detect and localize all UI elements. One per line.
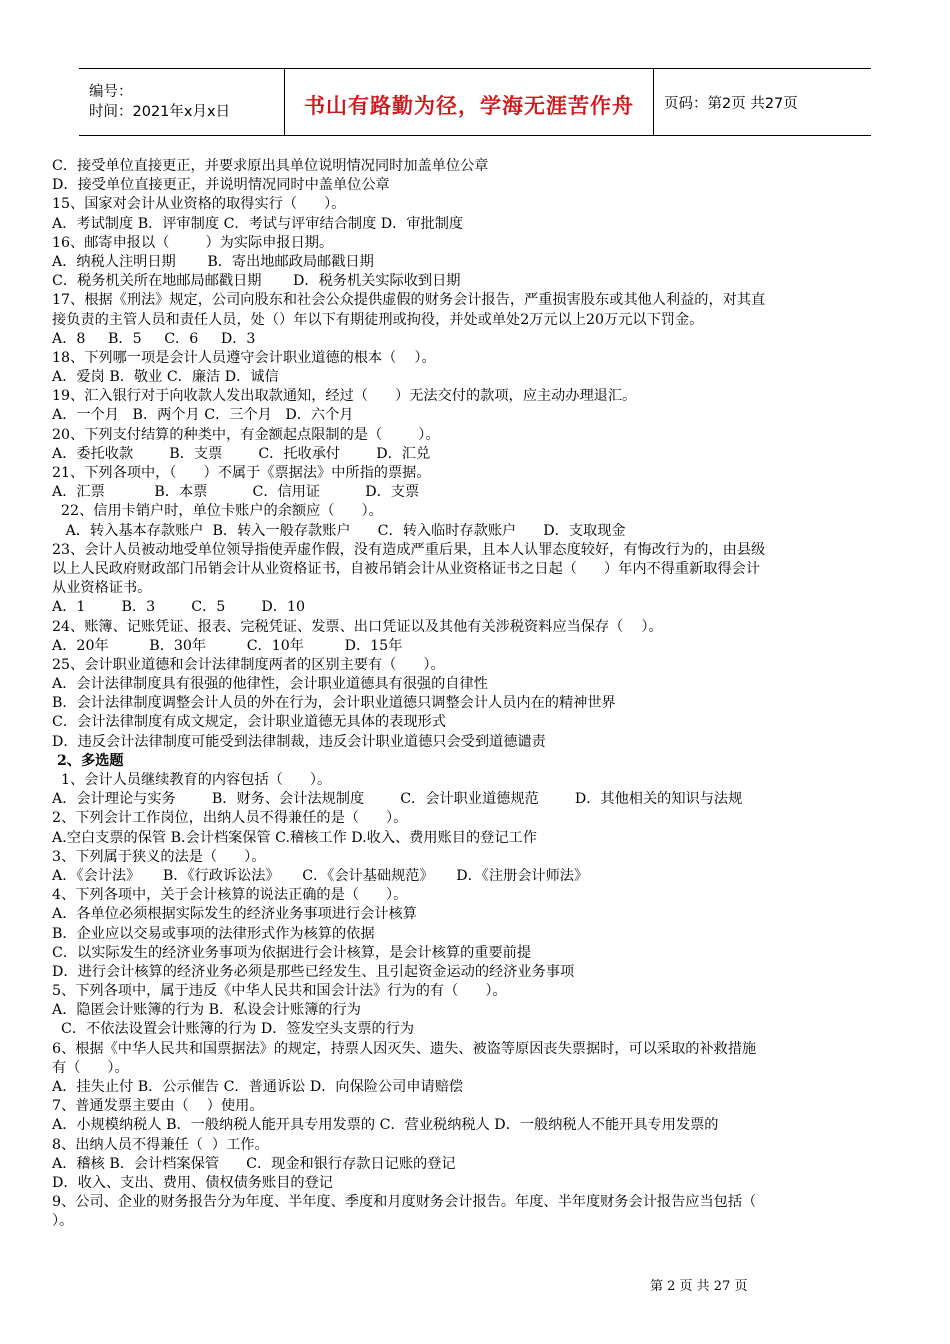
text-line: A．爱岗 B．敬业 C．廉洁 D．诚信 [52, 369, 279, 386]
document-time-label: 时间：2021年x月x日 [89, 104, 231, 120]
text-line: 17、根据《刑法》规定，公司向股东和社会公众提供虚假的财务会计报告，严重损害股东或其他人利益的，对其直 [52, 292, 766, 309]
text-line: B．会计法律制度调整会计人员的外在行为，会计职业道德只调整会计人员内在的精神世界 [52, 695, 616, 712]
text-line: 1、会计人员继续教育的内容包括（ ）。 [52, 772, 332, 788]
text-line: D．收入、支出、费用、债权债务账目的登记 [52, 1174, 333, 1191]
text-line: A．汇票 B．本票 C．信用证 D．支票 [52, 484, 420, 501]
page-footer: 第 2 页 共 27 页 [650, 1279, 748, 1294]
text-line: 5、下列各项中，属于违反《中华人民共和国会计法》行为的有（ ）。 [52, 983, 507, 1000]
text-line: 19、汇入银行对于向收款人发出取款通知，经过（ ）无法交付的款项，应主动办理退汇。 [52, 388, 637, 405]
text-line: A.空白支票的保管 B.会计档案保管 C.稽核工作 D.收入、费用账目的登记工作 [52, 829, 537, 846]
text-line: D．接受单位直接更正，并说明情况同时中盖单位公章 [52, 177, 390, 194]
text-line: C．会计法律制度有成文规定，会计职业道德无具体的表现形式 [52, 714, 446, 731]
text-line: 18、下列哪一项是会计人员遵守会计职业道德的根本（ ）。 [52, 349, 436, 366]
document-body [52, 157, 897, 1232]
text-line: 从业资格证书。 [52, 580, 152, 597]
text-line: D．违反会计法律制度可能受到法律制裁，违反会计职业道德只会受到道德谴责 [52, 733, 546, 750]
text-line: C．以实际发生的经济业务事项为依据进行会计核算，是会计核算的重要前提 [52, 944, 532, 961]
text-line: B．企业应以交易或事项的法律形式作为核算的依据 [52, 925, 375, 942]
page-header [79, 68, 871, 136]
text-line: A．各单位必须根据实际发生的经济业务事项进行会计核算 [52, 906, 417, 923]
header-page-number: 页码：第2页 共27页 [664, 95, 798, 112]
text-line: 接负责的主管人员和责任人员，处（）年以下有期徒刑或拘役，并处或单处2万元以上20万元以下罚金。 [52, 311, 704, 328]
text-line: D．进行会计核算的经济业务必须是那些已经发生、且引起资金运动的经济业务事项 [52, 963, 575, 980]
text-line: 23、会计人员被动地受单位领导指使弄虚作假，没有造成严重后果，且本人认罪态度较好，有悔改行为的，由县级 [52, 541, 766, 558]
text-line: A．稽核 B．会计档案保管 C．现金和银行存款日记账的登记 [52, 1155, 456, 1172]
text-line: C．不依法设置会计账簿的行为 D．签发空头支票的行为 [52, 1021, 415, 1038]
text-line: 4、下列各项中，关于会计核算的说法正确的是（ ）。 [52, 887, 408, 904]
text-line: 8、出纳人员不得兼任（ ）工作。 [52, 1136, 269, 1153]
text-line: A．20年 B．30年 C．10年 D．15年 [52, 637, 403, 654]
text-line: 15、国家对会计从业资格的取得实行（ ）。 [52, 196, 346, 213]
text-line: A．8 B．5 C．6 D．3 [52, 330, 256, 347]
text-line: 有（ ）。 [52, 1059, 129, 1076]
text-line: A．考试制度 B．评审制度 C．考试与评审结合制度 D．审批制度 [52, 215, 464, 232]
header-meta [79, 69, 284, 135]
text-line: A．会计法律制度具有很强的他律性，会计职业道德具有很强的自律性 [52, 676, 488, 693]
text-line: 16、邮寄申报以（ ）为实际申报日期。 [52, 234, 334, 251]
text-line: 2、下列会计工作岗位，出纳人员不得兼任的是（ ）。 [52, 810, 408, 827]
text-line: 21、下列各项中，（ ）不属于《票据法》中所指的票据。 [52, 465, 431, 481]
text-line: 25、会计职业道德和会计法律制度两者的区别主要有（ ）。 [52, 656, 445, 673]
text-line: A．转入基本存款账户 B．转入一般存款账户 C．转入临时存款账户 D．支取现金 [52, 522, 626, 539]
text-line: 7、普通发票主要由（ ）使用。 [52, 1098, 264, 1115]
text-line: A．《会计法》 B．《行政诉讼法》 C．《会计基础规范》 D．《注册会计师法》 [52, 867, 589, 884]
text-line: 24、账簿、记账凭证、报表、完税凭证、发票、出口凭证以及其他有关涉税资料应当保存（ ）。 [52, 618, 663, 635]
text-line: ）。 [52, 1213, 74, 1230]
text-line: A．1 B．3 C．5 D．10 [52, 599, 306, 616]
text-line: A．委托收款 B．支票 C．托收承付 D．汇兑 [52, 445, 431, 462]
text-line: A．会计理论与实务 B．财务、会计法规制度 C．会计职业道德规范 D．其他相关的知识与法规 [52, 791, 743, 808]
text-line: A．一个月 B．两个月 C．三个月 D．六个月 [52, 407, 354, 424]
section-heading: 2、多选题 [52, 752, 124, 769]
text-line: 以上人民政府财政部门吊销会计从业资格证书，自被吊销会计从业资格证书之日起（ ）年内不得重新取得会计 [52, 560, 761, 577]
text-line: C．接受单位直接更正，并要求原出具单位说明情况同时加盖单位公章 [52, 158, 489, 174]
text-line: 3、下列属于狭义的法是（ ）。 [52, 848, 266, 865]
text-line: 6、根据《中华人民共和国票据法》的规定，持票人因灭失、遗失、被盗等原因丧失票据时，可以采取的补救措施 [52, 1040, 757, 1057]
text-line: 9、公司、企业的财务报告分为年度、半年度、季度和月度财务会计报告。年度、半年度财务会计报告应当包括（ [52, 1194, 757, 1211]
text-line: C．税务机关所在地邮局邮戳日期 D．税务机关实际收到日期 [52, 273, 461, 290]
text-line: A．挂失止付 B．公示催告 C．普通诉讼 D．向保险公司申请赔偿 [52, 1079, 464, 1095]
document-number-label: 编号： [89, 84, 133, 100]
header-motto: 书山有路勤为径，学海无涯苦作舟 [304, 94, 634, 118]
text-line: 20、下列支付结算的种类中，有金额起点限制的是（ ）。 [52, 426, 440, 443]
text-line: 22、信用卡销户时，单位卡账户的余额应（ ）。 [52, 503, 383, 520]
header-motto-cell [284, 69, 654, 135]
text-line: A．隐匿会计账簿的行为 B．私设会计账簿的行为 [52, 1002, 361, 1019]
text-line: A．纳税人注明日期 B．寄出地邮政局邮戳日期 [52, 253, 374, 270]
text-line: A．小规模纳税人 B．一般纳税人能开具专用发票的 C．营业税纳税人 D．一般纳税人不能开具专用发票的 [52, 1117, 719, 1134]
header-page-cell [654, 69, 798, 135]
